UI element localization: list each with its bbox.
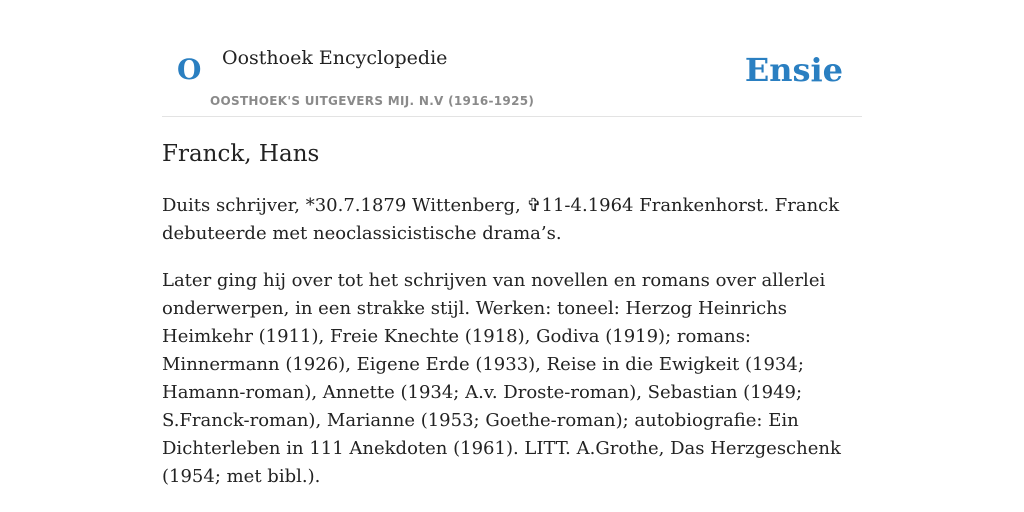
brand-logo[interactable]: Ensie <box>744 51 843 89</box>
entry-body <box>162 192 862 510</box>
source-header <box>162 0 862 117</box>
entry-title: Franck, Hans <box>162 141 320 167</box>
entry-paragraph: Duits schrijver, *30.7.1879 Wittenberg, ✞11-4.1964 Frankenhorst. Franck debuteerde met neoclassicistische drama’s. <box>162 195 840 244</box>
entry-paragraph: Later ging hij over tot het schrijven van novellen en romans over allerlei onderwerpen, in een strakke stijl. Werken: toneel: Herzog Heinrichs Heimkehr (1911), Freie Knechte (1918), Godiva (1919); romans: Minnermann (1926), Eigene Erde (1933), Reise in die Ewigkeit (1934; Hamann-roman), Annette (1934; A.v. Droste-roman), Sebastian (1949; S.Franck-roman), Marianne (1953; Goethe-roman); autobiografie: Ein Dichterleben in 111 Anekdoten (1961). LITT. A.Grothe, Das Herzgeschenk (1954; met bibl.). <box>162 270 841 487</box>
publisher-label: OOSTHOEK'S UITGEVERS MIJ. N.V (1916-1925) <box>210 94 535 108</box>
source-logo[interactable]: O <box>177 53 202 86</box>
source-title-link[interactable]: Oosthoek Encyclopedie <box>222 47 448 69</box>
